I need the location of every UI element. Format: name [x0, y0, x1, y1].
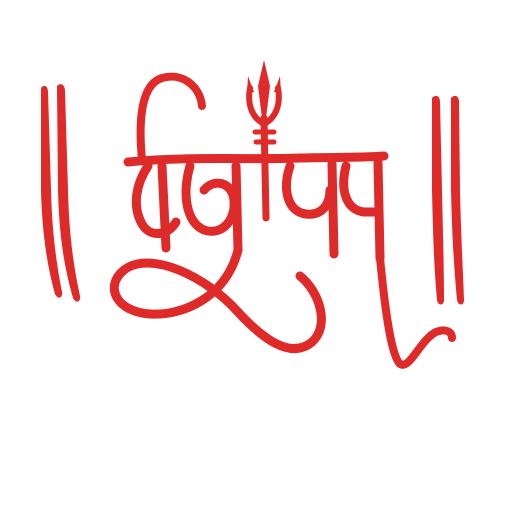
wordmark-calligraphy — [114, 77, 452, 365]
wordmark-ya — [287, 164, 334, 254]
tilak-stripe — [57, 84, 80, 301]
wordmark-sha — [136, 166, 176, 248]
tilak-stripes-right — [432, 96, 464, 305]
wordmark-na — [344, 162, 380, 258]
trishul-center-tip — [258, 60, 270, 118]
wordmark-va — [186, 166, 238, 250]
tilak-stripe — [432, 96, 444, 305]
tilak-stripes-left — [41, 84, 80, 301]
tilak-stripe — [451, 96, 464, 305]
wordmark-i-matra — [141, 77, 202, 160]
trishul-right-tip — [274, 76, 281, 94]
wordmark-text: शिवायन — [254, 500, 258, 501]
trishul-icon — [247, 60, 281, 218]
wordmark-headline — [128, 156, 384, 162]
wordmark-infinity-swash — [114, 250, 321, 349]
trishul-left-tip — [247, 76, 254, 94]
